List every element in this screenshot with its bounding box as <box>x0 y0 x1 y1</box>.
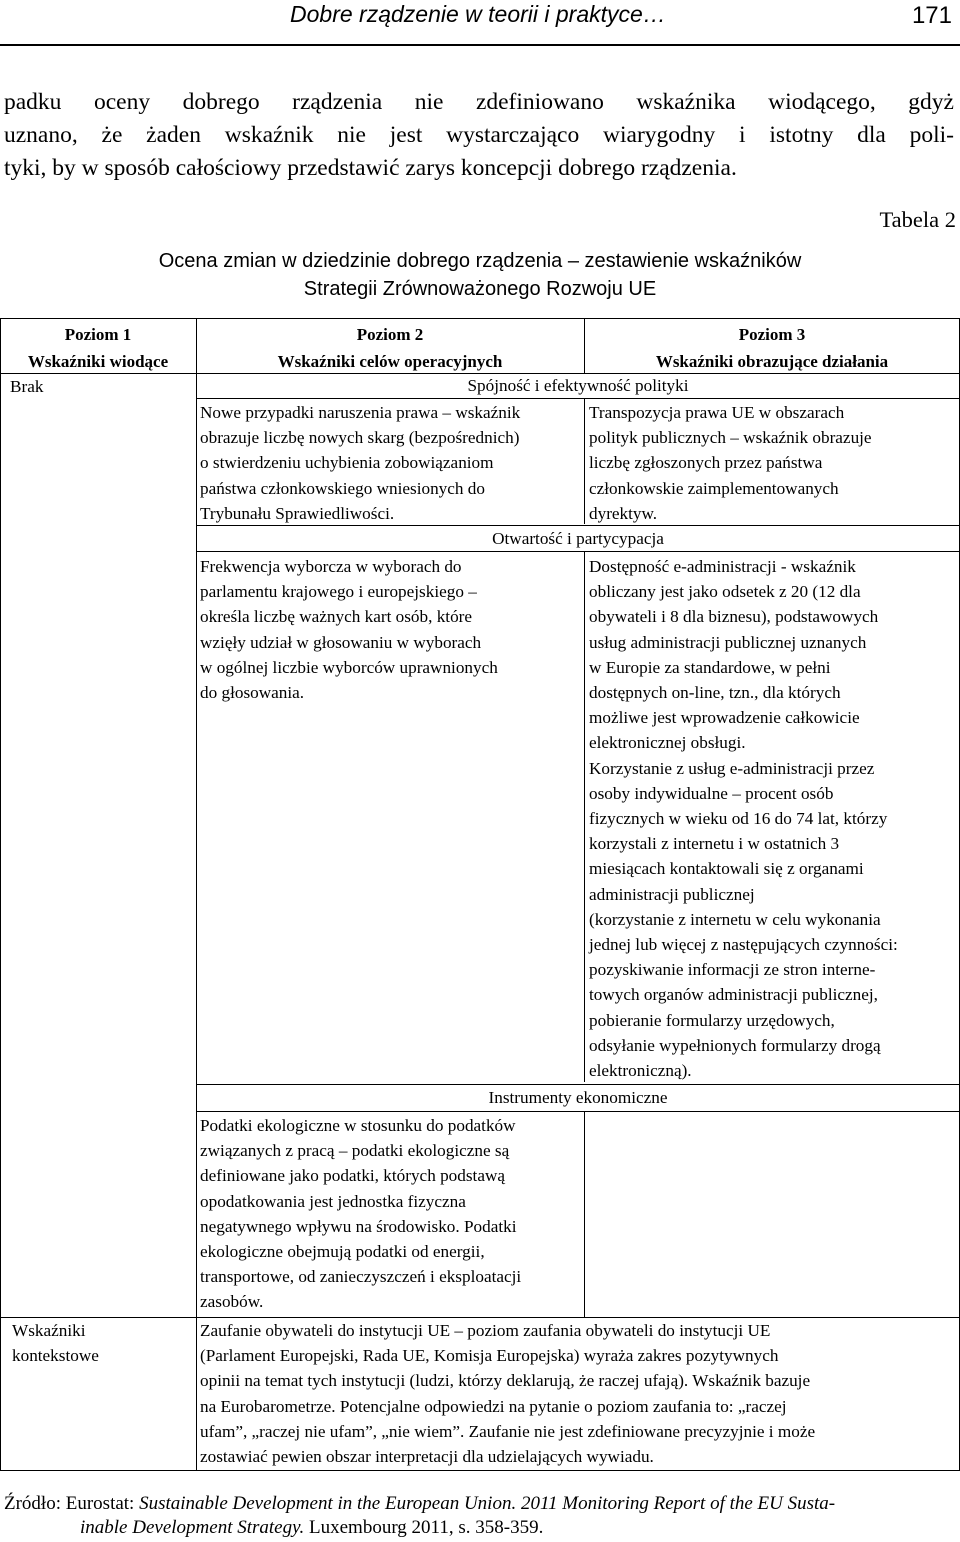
source-note <box>4 1492 956 1540</box>
text-line: (Parlament Europejski, Rada UE, Komisja Europejska) wyraża zakres pozytywnych <box>200 1346 779 1366</box>
column-divider <box>584 399 585 524</box>
text-line: Podatki ekologiczne w stosunku do podatków <box>200 1116 516 1135</box>
intro-line: uznano, że żaden wskaźnik nie jest wystarczająco wiarygodny i istotny dla poli- <box>4 122 954 148</box>
text-line: opodatkowania jest jednostka fizyczna <box>200 1191 466 1211</box>
header-level1-subtitle: Wskaźniki wiodące <box>27 352 169 371</box>
header-level2-title: Poziom 2 <box>356 325 424 344</box>
section-title-cohesion: Spójność i efektywność polityki <box>467 376 689 395</box>
text-line: liczbę zgłoszonych przez państwa <box>589 453 823 473</box>
text-line: w Europie za standardowe, w pełni <box>589 657 831 677</box>
source-line <box>4 1492 956 1516</box>
s2-level3-cell <box>589 554 959 1083</box>
text-line: Transpozycja prawa UE w obszarach <box>589 403 845 422</box>
header-level1 <box>0 321 196 375</box>
text-line: Trybunału Sprawiedliwości. <box>200 503 395 523</box>
text-line: towych organów administracji publicznej, <box>589 985 878 1005</box>
header-level3 <box>584 321 960 375</box>
table-caption-line2: Strategii Zrównoważonego Rozwoju UE <box>303 278 657 300</box>
source-line <box>4 1516 956 1540</box>
header-level3-subtitle: Wskaźniki obrazujące działania <box>655 352 889 371</box>
text-line: fizycznych w wieku od 16 do 74 lat, którzy <box>589 809 888 829</box>
level1-lead-cell: Brak <box>10 377 44 396</box>
level1-context-cell <box>12 1318 192 1368</box>
section-title-economic: Instrumenty ekonomiczne <box>488 1088 668 1107</box>
page-number: 171 <box>911 2 952 29</box>
text-line: negatywnego wpływu na środowisko. Podatki <box>200 1216 517 1236</box>
text-line: transportowe, od zanieczyszczeń i eksploatacji <box>200 1267 522 1287</box>
s2-level2-cell <box>200 554 584 705</box>
text-line: wzięły udział w głosowaniu w wyborach <box>200 632 482 652</box>
intro-line: tyki, by w sposób całościowy przedstawić zarys koncepcji dobrego rządzenia. <box>4 155 737 181</box>
text-line: zasobów. <box>200 1292 264 1312</box>
text-line: polityk publicznych – wskaźnik obrazuje <box>589 428 872 448</box>
text-line: jednej lub więcej z następujących czynności: <box>589 935 898 955</box>
text-line: obywateli i 8 dla biznesu), podstawowych <box>589 607 879 627</box>
text-line: możliwe jest wprowadzenie całkowicie <box>589 708 860 728</box>
text-line: obrazuje liczbę nowych skarg (bezpośrednich) <box>200 428 520 448</box>
text-line: elektronicznej obsługi. <box>589 733 746 753</box>
column-divider <box>584 552 585 1082</box>
header-level1-title: Poziom 1 <box>64 325 132 344</box>
column-divider <box>196 318 197 1471</box>
text-line: pozyskiwanie informacji ze stron interne- <box>589 960 876 980</box>
text-line: definiowane jako podatki, których podstawą <box>200 1166 505 1186</box>
text-line: pobieranie formularzy urzędowych, <box>589 1010 835 1030</box>
text-line: do głosowania. <box>200 683 305 703</box>
text-line: elektroniczną). <box>589 1061 692 1081</box>
text-line: odsyłanie wypełnionych formularzy drogą <box>589 1035 881 1055</box>
section-title-openness: Otwartość i partycypacja <box>492 529 664 548</box>
text-line: dostępnych on-line, tzn., dla których <box>589 683 841 703</box>
level1-context-line: Wskaźniki <box>12 1321 86 1340</box>
intro-line: padku oceny dobrego rządzenia nie zdefiniowano wskaźnika wiodącego, gdyż <box>4 89 954 115</box>
text-line: ufam”, „raczej nie ufam”, „nie wiem”. Zaufanie nie jest zdefiniowane precyzyjnie i może <box>200 1421 816 1441</box>
text-line: osoby indywidualne – procent osób <box>589 783 834 803</box>
row-rule <box>196 1111 960 1112</box>
text-line: Zaufanie obywateli do instytucji UE – poziom zaufania obywateli do instytucji UE <box>200 1321 771 1340</box>
text-line: Dostępność e-administracji - wskaźnik <box>589 557 856 576</box>
text-line: miesiącach kontaktowali się z organami <box>589 859 864 879</box>
running-header <box>0 0 960 46</box>
header-level2-subtitle: Wskaźniki celów operacyjnych <box>277 352 503 371</box>
table-caption: Ocena zmian w dziedzinie dobrego rządzenia – zestawienie wskaźników <box>158 250 802 272</box>
level1-context-line: kontekstowe <box>12 1346 99 1366</box>
header-level3-title: Poziom 3 <box>738 325 806 344</box>
text-line: obliczany jest jako odsetek z 20 (12 dla <box>589 582 861 602</box>
table-left-border <box>0 318 1 1471</box>
s1-level3-cell <box>589 400 959 526</box>
text-line: usług administracji publicznej uznanych <box>589 632 867 652</box>
s3-level2-cell <box>200 1113 584 1315</box>
text-line: dyrektyw. <box>589 503 658 523</box>
header-level2 <box>196 321 584 375</box>
text-line: zostawiać pewien obszar interpretacji dla udzielających wywiadu. <box>200 1447 654 1467</box>
text-line: opinii na temat tych instytucji (ludzi, którzy deklarują, że raczej ufają). Wskaźnik bazuje <box>200 1371 811 1391</box>
source-title-cont: inable Development Strategy. <box>80 1517 305 1538</box>
table-label: Tabela 2 <box>879 207 956 232</box>
intro-paragraph <box>4 86 954 185</box>
source-title: Sustainable Development in the European Union. 2011 Monitoring Report of the EU Susta- <box>139 1493 836 1514</box>
source-prefix: Źródło: Eurostat: <box>4 1493 140 1514</box>
text-line: Korzystanie z usług e-administracji przez <box>589 758 875 778</box>
context-indicator-cell <box>200 1318 956 1469</box>
text-line: Frekwencja wyborcza w wyborach do <box>200 557 462 576</box>
text-line: Nowe przypadki naruszenia prawa – wskaźnik <box>200 403 521 422</box>
text-line: określa liczbę ważnych kart osób, które <box>200 607 473 627</box>
column-divider <box>584 1112 585 1317</box>
text-line: państwa członkowskiego wniesionych do <box>200 478 485 498</box>
s1-level2-cell <box>200 400 584 526</box>
text-line: w ogólnej liczbie wyborców uprawnionych <box>200 657 498 677</box>
text-line: o stwierdzeniu uchybienia zobowiązaniom <box>200 453 494 473</box>
row-rule <box>196 398 960 399</box>
running-header-title: Dobre rządzenie w teorii i praktyce… <box>290 1 666 27</box>
row-rule <box>196 551 960 552</box>
text-line: parlamentu krajowego i europejskiego – <box>200 582 477 602</box>
text-line: członkowskie zaimplementowanych <box>589 478 839 498</box>
text-line: związanych z pracą – podatki ekologiczne są <box>200 1141 510 1161</box>
source-suffix: Luxembourg 2011, s. 358-359. <box>304 1517 544 1538</box>
text-line: ekologiczne obejmują podatki od energii, <box>200 1242 485 1262</box>
text-line: (korzystanie z internetu w celu wykonania <box>589 909 881 929</box>
row-rule <box>196 1084 960 1085</box>
table-bottom-rule <box>0 1470 960 1471</box>
text-line: administracji publicznej <box>589 884 755 904</box>
text-line: na Eurobarometrze. Potencjalne odpowiedzi na pytanie o poziom zaufania to: „raczej <box>200 1396 787 1416</box>
text-line: korzystali z internetu i w ostatnich 3 <box>589 834 840 854</box>
table-top-rule <box>0 318 960 319</box>
